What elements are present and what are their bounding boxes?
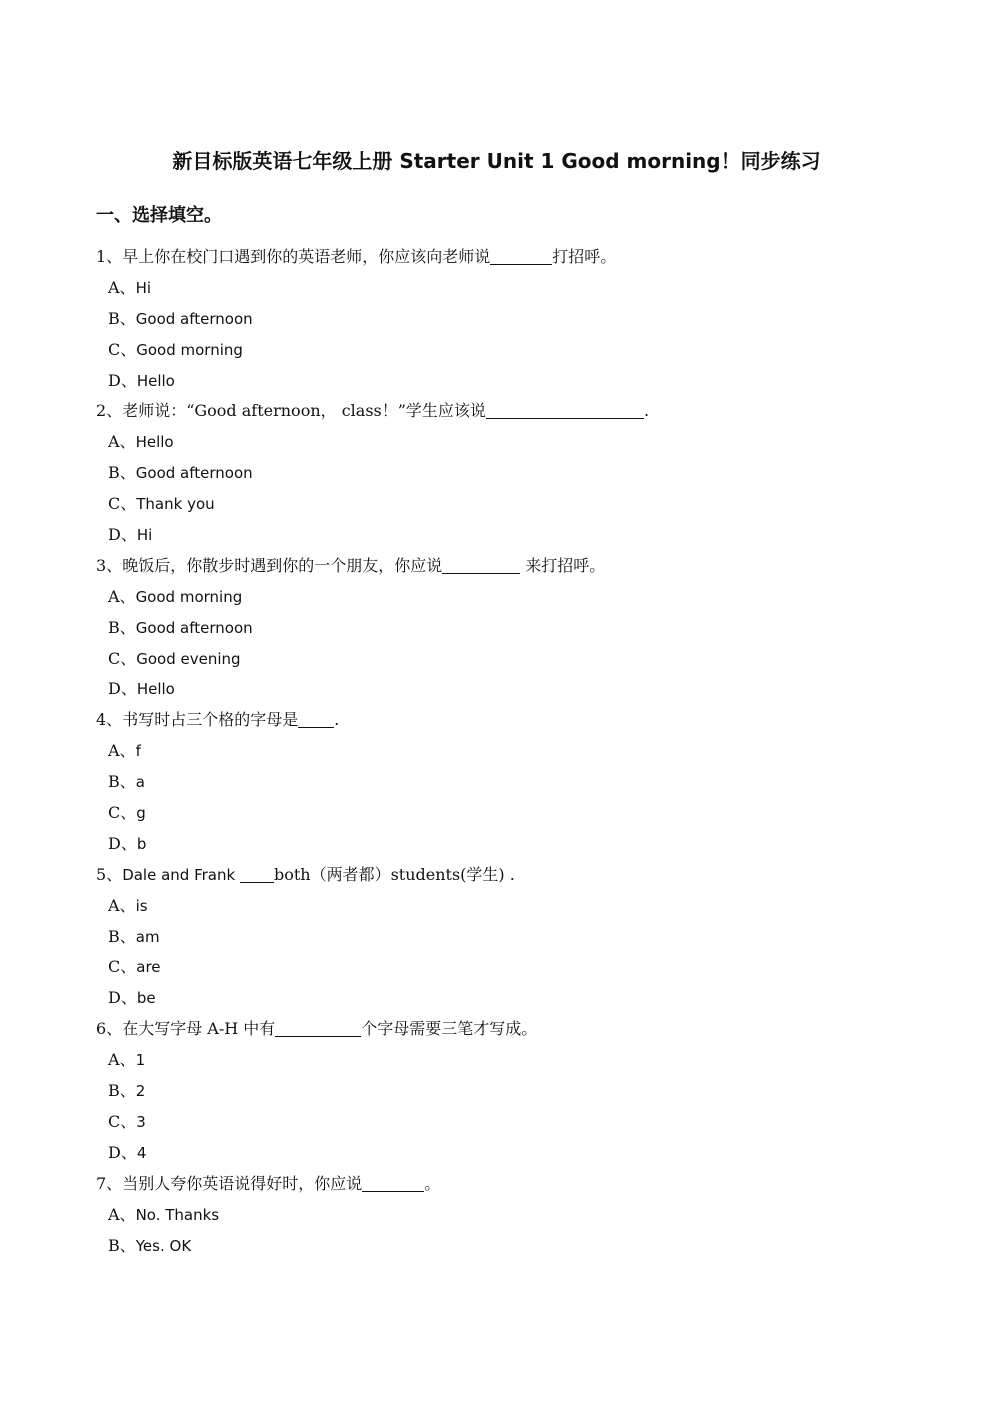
option-text: b [136,834,147,853]
option-6a [96,1045,956,1076]
question-stem: 书写时占三个格的字母是 [122,710,299,730]
question-stem-end: . [334,710,340,730]
option-4a [96,736,956,767]
option-letter: D、 [108,833,137,853]
question-6 [96,1014,956,1045]
question-stem: 老师说：“Good afternoon， class！”学生应该说 [122,401,486,421]
option-2b [96,458,956,489]
option-6b [96,1076,956,1107]
option-text: Good afternoon [135,309,253,328]
option-4d [96,829,956,860]
question-stem: 当别人夸你英语说得好时，你应说 [122,1173,363,1193]
option-text: Good afternoon [135,618,253,637]
option-letter: C、 [108,648,137,668]
option-4c [96,798,956,829]
question-number: 1、 [96,247,123,266]
answer-blank [442,555,520,574]
option-4b [96,767,956,798]
question-number: 2、 [96,401,123,421]
answer-blank [362,1173,424,1192]
option-text: be [136,989,156,1008]
question-stem-end: . [643,401,650,421]
answer-blank [240,864,274,883]
question-5 [96,860,956,891]
question-stem-end: 个字母需要三笔才写成。 [361,1019,538,1039]
question-number: 4、 [96,710,123,730]
question-number: 5、 [96,864,123,884]
option-3d [96,674,956,705]
option-text: a [135,773,145,792]
question-1 [96,242,956,273]
option-text: Hi [135,278,152,297]
option-text: Hello [135,433,174,452]
option-text: No. Thanks [135,1205,220,1224]
option-letter: B、 [108,463,136,483]
option-letter: D、 [108,988,137,1008]
option-text: Good morning [135,587,243,606]
section-heading: 一、选择填空。 [96,205,222,226]
option-7a [96,1200,956,1231]
option-letter: A、 [108,1204,136,1224]
option-letter: A、 [108,895,136,915]
option-letter: B、 [108,772,136,792]
option-1d [96,366,956,397]
question-stem: 早上你在校门口遇到你的英语老师，你应该向老师说 [122,247,491,266]
option-text: is [135,896,148,915]
answer-blank [486,400,644,419]
option-text: 4 [136,1143,147,1162]
option-6d [96,1138,956,1169]
question-stem-end: 。 [424,1173,441,1193]
option-7b [96,1231,956,1262]
option-text: Yes. OK [135,1236,192,1255]
option-2c [96,489,956,520]
question-stem: 晚饭后，你散步时遇到你的一个朋友，你应说 [122,555,443,575]
option-letter: B、 [108,308,136,328]
question-stem: 在大写字母 A-H 中有 [122,1019,276,1039]
option-text: 3 [136,1112,146,1131]
question-2 [96,396,956,427]
option-3b [96,613,956,644]
option-letter: C、 [108,957,137,977]
answer-blank [275,1018,361,1037]
option-text: Good morning [136,340,243,359]
option-letter: C、 [108,339,137,359]
worksheet-title: 新目标版英语七年级上册 Starter Unit 1 Good morning！同步练习 [172,149,821,173]
option-letter: A、 [108,1050,136,1070]
question-list [96,242,956,1261]
question-stem-end: 打招呼。 [552,247,617,266]
option-letter: C、 [108,1111,137,1131]
option-letter: A、 [108,586,136,606]
answer-blank [490,246,552,265]
option-text: 2 [135,1082,146,1101]
option-1c [96,335,956,366]
option-text: g [136,804,146,823]
option-2d [96,520,956,551]
option-letter: D、 [108,525,137,545]
option-text: f [135,742,141,761]
question-number: 3、 [96,555,123,575]
question-7 [96,1169,956,1200]
option-letter: D、 [108,679,137,699]
option-text: Hello [136,680,175,699]
option-5c [96,952,956,983]
option-6c [96,1107,956,1138]
question-number: 6、 [96,1019,123,1039]
option-3c [96,644,956,675]
option-text: am [135,927,160,946]
option-text: Thank you [136,495,215,514]
option-letter: A、 [108,741,136,761]
option-text: 1 [135,1051,146,1070]
option-text: Hello [136,371,175,390]
option-text: Good afternoon [135,464,253,483]
option-letter: D、 [108,370,137,390]
option-letter: B、 [108,617,136,637]
option-letter: A、 [108,277,136,297]
option-text: Hi [136,526,153,545]
question-3 [96,551,956,582]
option-letter: B、 [108,1235,136,1255]
question-stem-end: both（两者都）students(学生) . [273,864,515,884]
question-stem: Dale and Frank [122,865,240,884]
option-letter: A、 [108,432,136,452]
option-3a [96,582,956,613]
question-4 [96,705,956,736]
option-text: are [136,958,161,977]
option-letter: C、 [108,494,137,514]
option-letter: D、 [108,1142,137,1162]
option-5b [96,922,956,953]
option-1a [96,273,956,304]
question-number: 7、 [96,1173,123,1193]
answer-blank [298,709,334,728]
option-text: Good evening [136,649,241,668]
option-2a [96,427,956,458]
option-letter: B、 [108,1081,136,1101]
option-5d [96,983,956,1014]
question-stem-end: 来打招呼。 [520,555,606,575]
option-letter: C、 [108,803,137,823]
option-1b [96,304,956,335]
option-5a [96,891,956,922]
option-letter: B、 [108,926,136,946]
